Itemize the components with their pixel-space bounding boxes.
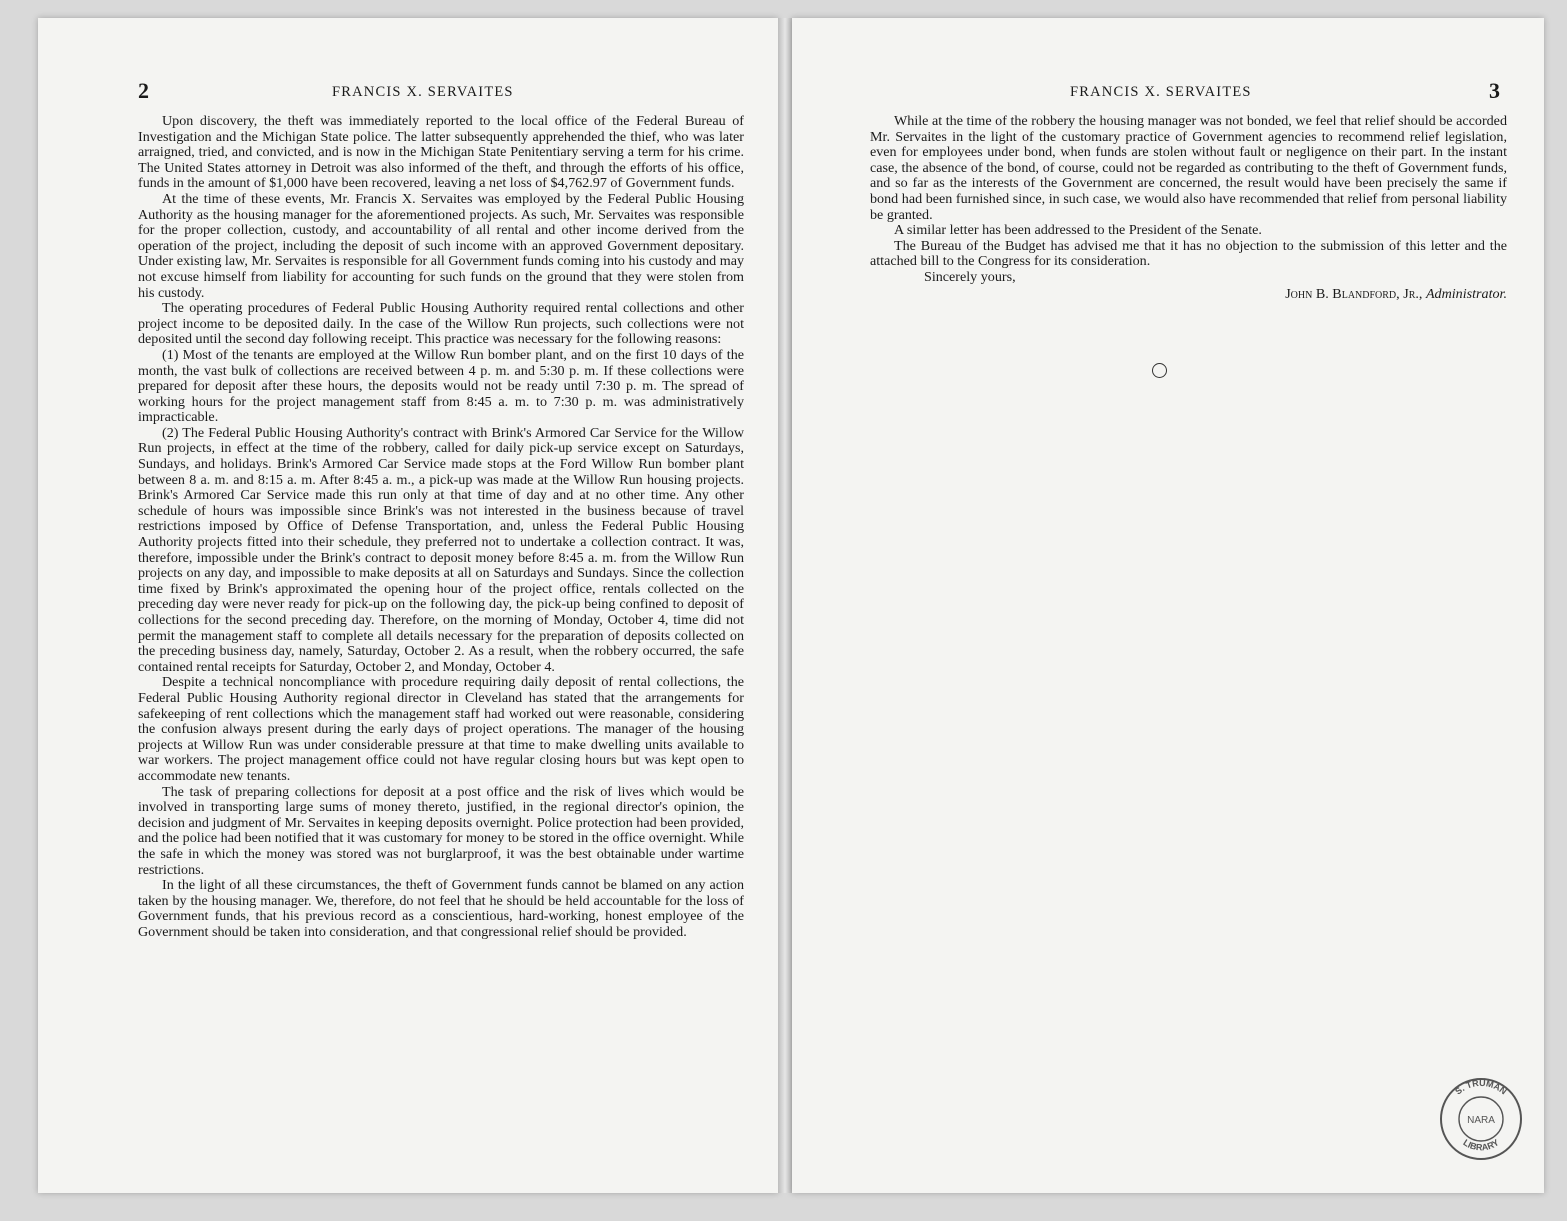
paragraph: The operating procedures of Federal Public Housing Authority required rental collections and other project income to be deposited daily. In the case of the Willow Run projects, such collections were not deposited until the second day following receipt. This practice was necessary for the following reasons: [138, 300, 744, 348]
archive-stamp [1438, 1076, 1524, 1162]
paragraph: The Bureau of the Budget has advised me that it has no objection to the submission of this letter and the attached bill to the Congress for its consideration. [870, 237, 1507, 270]
left-body-text [138, 114, 744, 940]
paragraph: The task of preparing collections for deposit at a post office and the risk of lives which would be involved in transporting large sums of money thereto, justified, in the regional director's opinion, the decision and judgment of Mr. Servaites in keeping deposits overnight. Police protection had been provided, and the police had been notified that it was customary for money to be stored in the office overnight. While the safe in which the money was stored was not burglarproof, it was the best obtainable under wartime restrictions. [138, 783, 744, 878]
signature-title: Administrator. [1425, 285, 1507, 302]
stamp-center-text: NARA [1467, 1115, 1495, 1126]
paragraph: Despite a technical noncompliance with procedure requiring daily deposit of rental collections, the Federal Public Housing Authority regional director in Cleveland has stated that the arrangements for safekeeping of rent collections which the management staff had worked out were reasonable, considering the confusion always present during the early days of project operations. The manager of the housing projects at Willow Run was under considerable pressure at that time to make dwelling units available to war workers. The project management office could not have regular closing hours but was kept open to accommodate new tenants. [138, 674, 744, 784]
signature-name: John B. Blandford, Jr., [1285, 285, 1423, 302]
running-header: FRANCIS X. SERVAITES [332, 84, 514, 100]
paragraph: Upon discovery, the theft was immediately reported to the local office of the Federal Bureau of Investigation and the Michigan State police. The latter subsequently apprehended the thief, who was later arraigned, tried, and convicted, and is now in the Michigan State Penitentiary serving a term for his crime. The United States attorney in Detroit was also informed of the theft, and through the efforts of his office, funds in the amount of $1,000 have been recovered, leaving a net loss of $4,762.97 of Government funds. [138, 113, 744, 192]
paragraph: In the light of all these circumstances, the theft of Government funds cannot be blamed on any action taken by the housing manager. We, therefore, do not feel that he should be held accountable for the loss of Government funds, that his previous record as a conscientious, hard-working, honest employee of the Government should be taken into consideration, and that congressional relief should be provided. [138, 877, 744, 940]
stamp-bottom-text: LIBRARY [1461, 1137, 1501, 1153]
paragraph: A similar letter has been addressed to the President of the Senate. [894, 222, 1262, 239]
paragraph: At the time of these events, Mr. Francis X. Servaites was employed by the Federal Public Housing Authority as the housing manager for the aforementioned projects. As such, Mr. Servaites was responsible for the proper collection, custody, and accountability of all rental and other income derived from the operation of the project, including the deposit of such income with an approved Government depositary. Under existing law, Mr. Servaites is responsible for all Government funds coming into his custody and may not excuse himself from liability for accounting for such funds on the ground that they were stolen from his custody. [138, 190, 744, 301]
page-gutter [778, 18, 792, 1193]
stamp-top-text: S. TRUMAN [1453, 1077, 1509, 1097]
svg-text:S. TRUMAN [1453, 1078, 1508, 1097]
page-number: 3 [1489, 78, 1500, 103]
signature-block [870, 287, 1507, 303]
running-header: FRANCIS X. SERVAITES [1070, 84, 1252, 100]
end-mark-circle-icon [1152, 363, 1167, 378]
paragraph: While at the time of the robbery the housing manager was not bonded, we feel that relief should be accorded Mr. Servaites in the light of the customary practice of Government agencies to recommend relief legislation, even for employees under bond, when funds are stolen without fault or negligence on their part. In the instant case, the absence of the bond, of course, could not be regarded as contributing to the theft of Government funds, and so far as the interests of the Government are concerned, the result would have been precisely the same if bond had been furnished since, in such case, we would also have recommended that relief from personal liability be granted. [870, 113, 1507, 223]
page-number: 2 [138, 78, 149, 103]
svg-text:LIBRARY [1461, 1137, 1500, 1152]
paragraph: (2) The Federal Public Housing Authority's contract with Brink's Armored Car Service for the Willow Run projects, in effect at the time of the robbery, called for daily pick-up service except on Saturdays, Sundays, and holidays. Brink's Armored Car Service made stops at the Ford Willow Run bomber plant between 8 a. m. and 8:15 a. m. After 8:45 a. m., a pick-up was made at the Willow Run housing projects. Brink's Armored Car Service made this run only at that time of day and at no other time. Any other schedule of hours was impossible since Brink's was not interested in the business because of travel restrictions imposed by Office of Defense Transportation, and, unless the Federal Public Housing Authority projects fitted into their schedule, they preferred not to undertake a collection contract. It was, therefore, impossible under the Brink's contract to deposit money before 8:45 a. m. from the Willow Run projects on any day, and impossible to make deposits at all on Saturdays and Sundays. Since the collection time fixed by Brink's approximated the opening hour of the project office, rentals collected on the preceding day were never ready for pick-up on the following day, the pick-up being confined to deposit of collections for the second preceding day. Therefore, on the morning of Monday, October 4, time did not permit the management staff to complete all details necessary for the preparation of deposits collected on the preceding business day, namely, Saturday, October 2. As a result, when the robbery occurred, the safe contained rental receipts for Saturday, October 2, and Monday, October 4. [138, 424, 744, 675]
right-page [792, 18, 1544, 1193]
paragraph: (1) Most of the tenants are employed at the Willow Run bomber plant, and on the first 10 days of the month, the vast bulk of collections are received between 4 p. m. and 5:30 p. m. If these collections were prepared for deposit after these hours, the deposits would not be ready until 7:30 p. m. The spread of working hours for the project management staff from 8:45 a. m. to 7:30 p. m. was administratively impracticable. [138, 346, 744, 426]
closing: Sincerely yours, [924, 268, 1016, 285]
right-body-text [870, 114, 1507, 302]
left-page [38, 18, 778, 1193]
